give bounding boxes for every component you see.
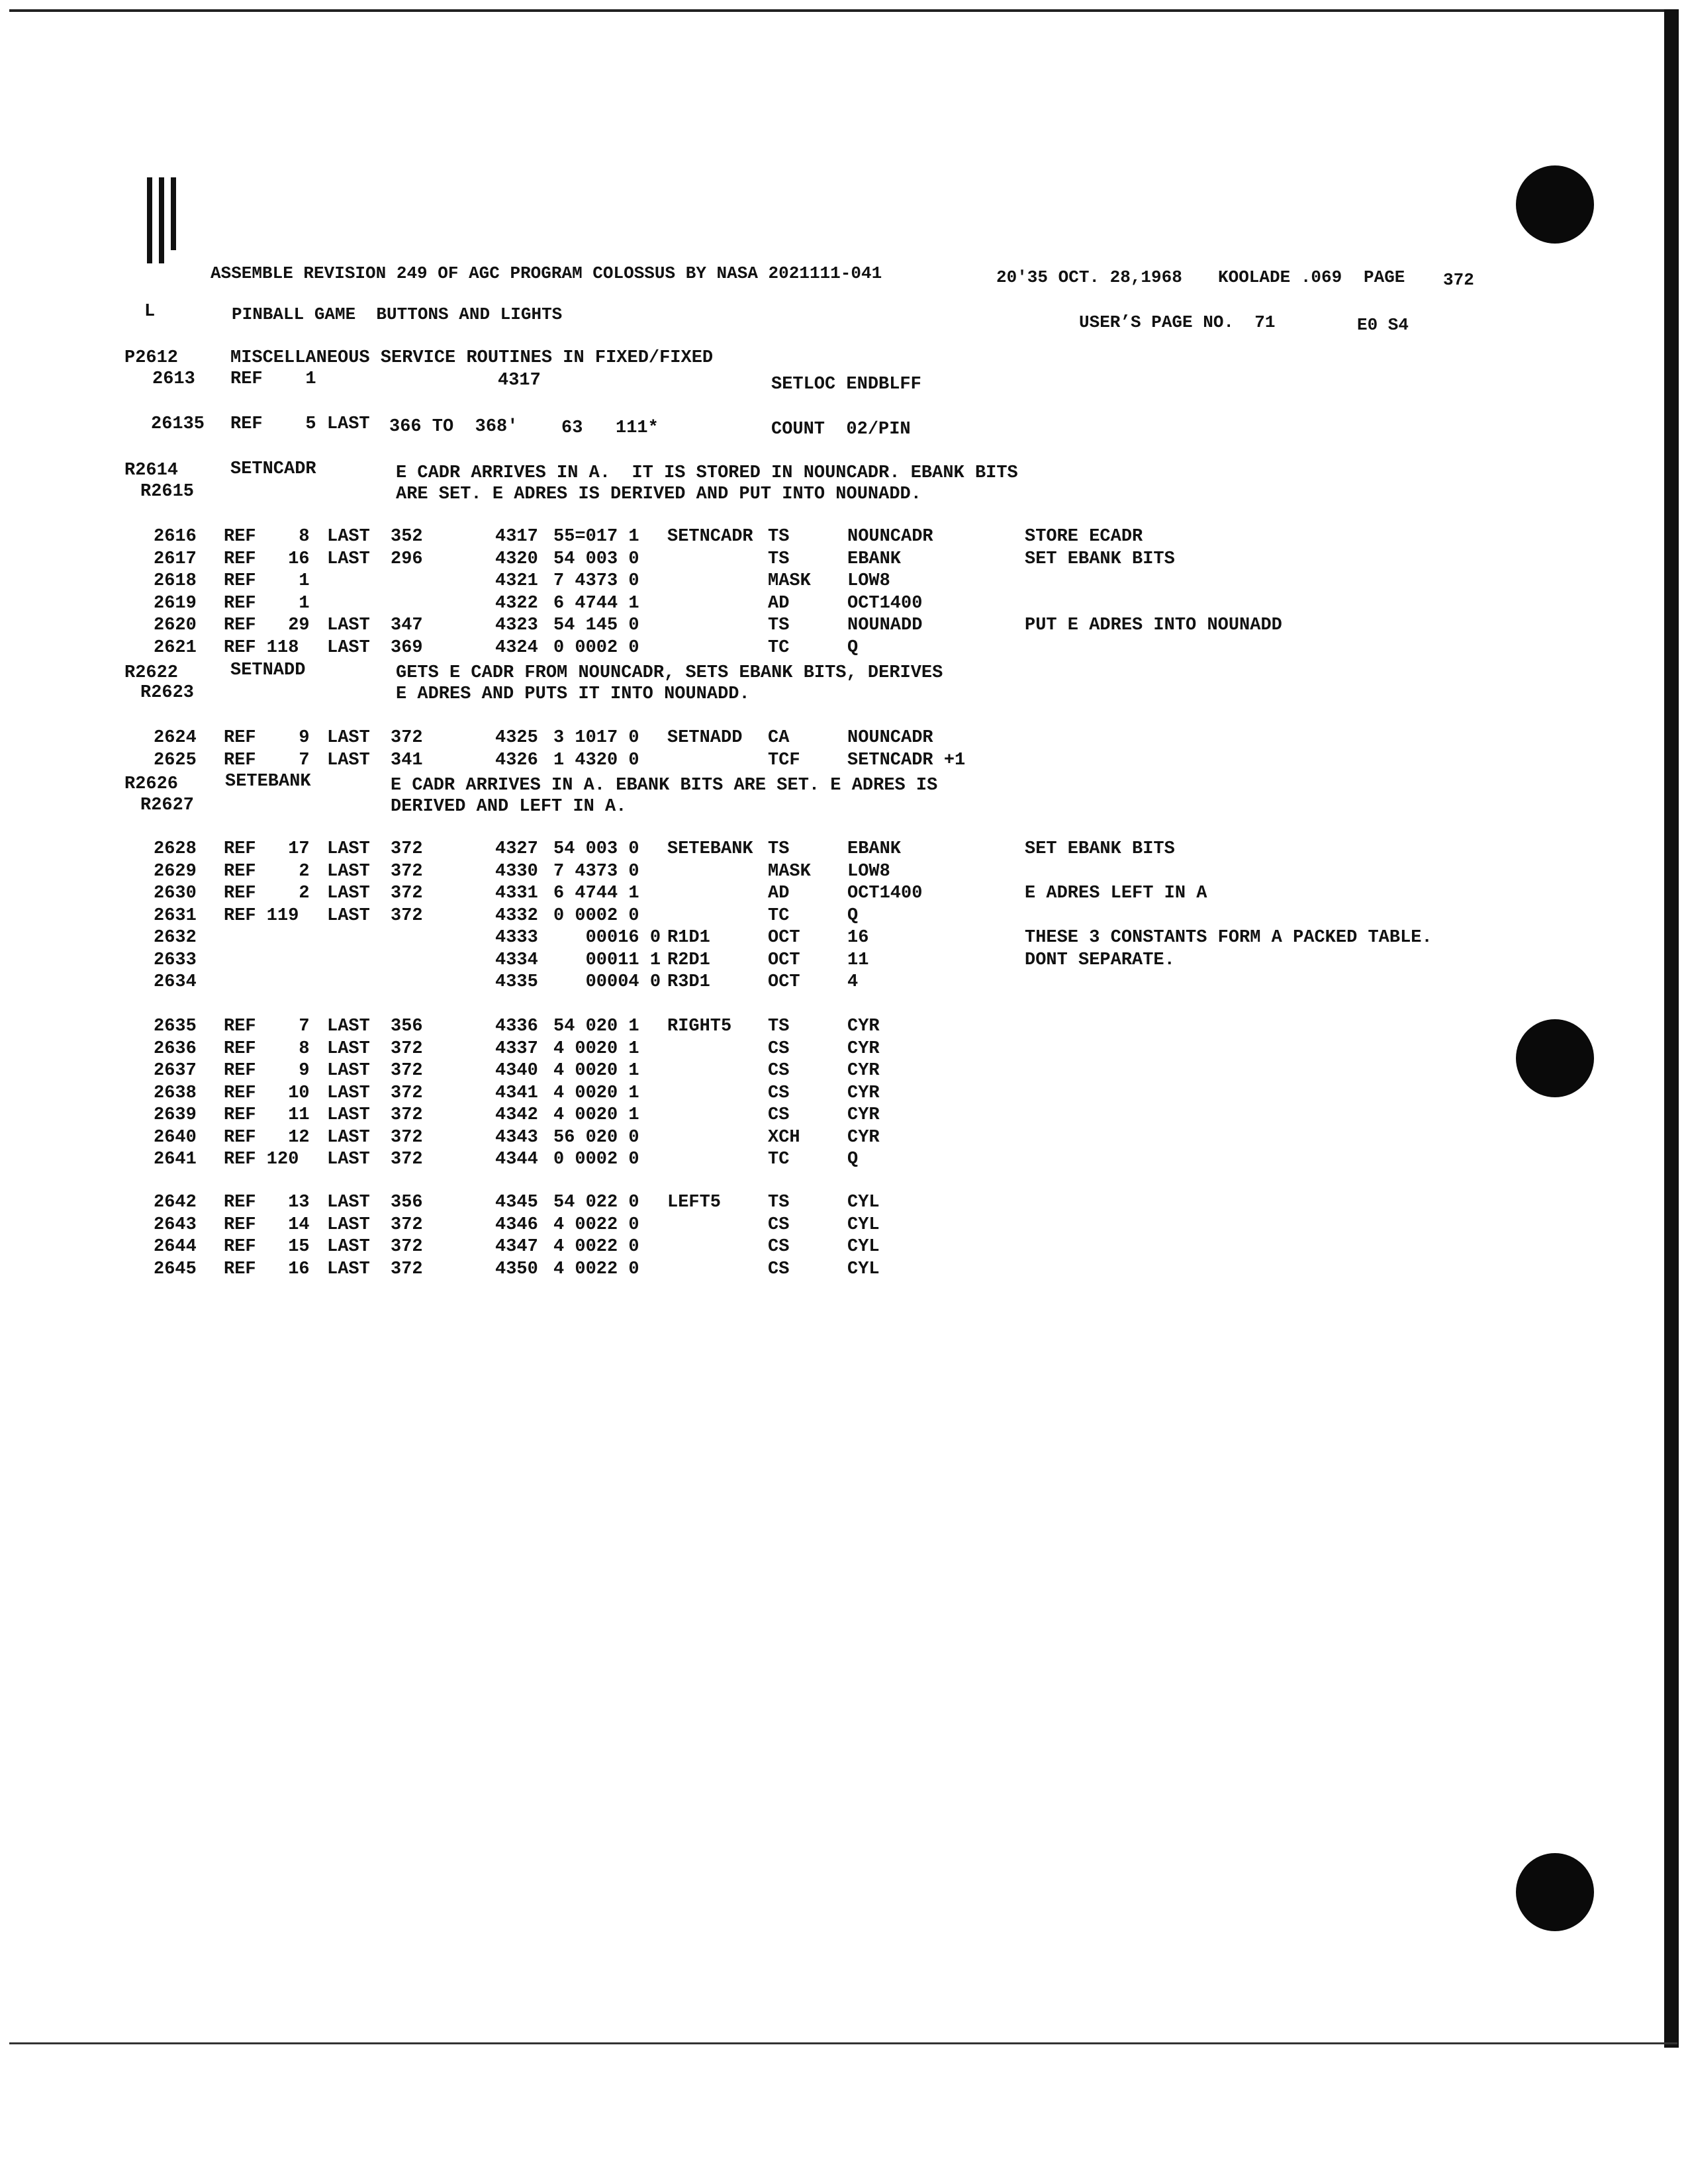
octal-code: 3 1017 0 [553,728,639,748]
octal-code: 54 003 0 [553,549,639,569]
page-ref: 296 [391,549,423,569]
setloc-directive: SETLOC ENDBLFF [771,375,921,394]
octal-code: 4 0022 0 [553,1259,639,1279]
line-number: 2617 [154,549,197,569]
address-field: 4341 [495,1083,538,1103]
operand: OCT1400 [847,884,923,903]
opcode: OCT [768,972,800,992]
ref-field: REF 17 [224,839,310,859]
operand: NOUNCADR [847,527,933,547]
page-ref: 352 [391,527,423,547]
ref-field: REF 7 [224,751,310,770]
instruction-label: SETNADD [667,728,743,748]
page-ref: 372 [391,1061,423,1081]
address-field: 4346 [495,1215,538,1235]
opcode: CS [768,1039,790,1059]
ref-field: REF 1 [224,594,310,614]
ref-field: REF 5 LAST [230,414,370,434]
punch-hole-middle [1516,1019,1594,1097]
opcode: MASK [768,571,811,591]
opcode: CS [768,1215,790,1235]
line-number: 2625 [154,751,197,770]
count-b: 111* [616,418,659,438]
address-field: 4317 [495,527,538,547]
page-right-edge [1664,9,1679,2048]
address-field: 4327 [495,839,538,859]
octal-code: 4 0020 1 [553,1105,639,1125]
page-ref: 341 [391,751,423,770]
last-field: LAST [327,1128,370,1148]
comment-text: THESE 3 CONSTANTS FORM A PACKED TABLE. [1025,928,1432,948]
address-field: 4340 [495,1061,538,1081]
octal-code: 0 0002 0 [553,906,639,926]
opcode: CS [768,1105,790,1125]
operand: EBANK [847,549,902,569]
line-number: 2642 [154,1193,197,1212]
punch-hole-bottom [1516,1853,1594,1931]
operand: 11 [847,950,869,970]
line-number: P2612 [124,348,179,368]
line-number: 2641 [154,1150,197,1169]
ref-field: REF 29 [224,615,310,635]
assembler-version: KOOLADE .069 [1218,267,1342,287]
octal-code: 4 0022 0 [553,1237,639,1257]
octal-code: 6 4744 1 [553,884,639,903]
opcode: TC [768,638,790,658]
page-ref: 347 [391,615,423,635]
ref-field: REF 8 [224,1039,310,1059]
address-field: 4337 [495,1039,538,1059]
ref-field: REF 16 [224,549,310,569]
line-number: 2621 [154,638,197,658]
last-field: LAST [327,1083,370,1103]
last-field: LAST [327,615,370,635]
line-number: 2635 [154,1017,197,1036]
operand: NOUNADD [847,615,923,635]
operand: OCT1400 [847,594,923,614]
ref-field: REF 16 [224,1259,310,1279]
instruction-label: LEFT5 [667,1193,722,1212]
line-number: 2631 [154,906,197,926]
comment-text: DONT SEPARATE. [1025,950,1175,970]
page-ref: 369 [391,638,423,658]
operand: NOUNCADR [847,728,933,748]
operand: Q [847,638,859,658]
last-field: LAST [327,1215,370,1235]
octal-code: 4 0022 0 [553,1215,639,1235]
last-field: LAST [327,527,370,547]
last-field: LAST [327,728,370,748]
address-field: 4343 [495,1128,538,1148]
octal-code: 00011 1 [553,950,661,970]
address-field: 4320 [495,549,538,569]
address-field: 4333 [495,928,538,948]
line-number: 2636 [154,1039,197,1059]
octal-code: 00016 0 [553,928,661,948]
address-field: 4347 [495,1237,538,1257]
address-field: 4331 [495,884,538,903]
ref-field: REF 2 [224,862,310,882]
opcode: TC [768,906,790,926]
octal-code: 56 020 0 [553,1128,639,1148]
last-field: LAST [327,638,370,658]
last-field: LAST [327,751,370,770]
last-field: LAST [327,1150,370,1169]
line-number: 26135 [151,414,205,434]
page-ref: 356 [391,1193,423,1212]
ref-field: REF 10 [224,1083,310,1103]
line-number: 2619 [154,594,197,614]
date-line: 20'35 OCT. 28,1968 [996,267,1182,287]
operand: SETNCADR +1 [847,751,966,770]
page-ref: 372 [391,1150,423,1169]
page-ref: 356 [391,1017,423,1036]
ref-field: REF 9 [224,1061,310,1081]
address-field: 4321 [495,571,538,591]
routine-label: SETNADD [230,660,306,680]
section-code: E0 S4 [1357,315,1409,335]
comment-text: E CADR ARRIVES IN A. EBANK BITS ARE SET. E ADRES IS [391,776,938,796]
last-field: LAST [327,1017,370,1036]
operand: CYL [847,1215,880,1235]
address-field: 4323 [495,615,538,635]
operand: CYR [847,1017,880,1036]
last-field: LAST [327,1061,370,1081]
page-ref: 372 [391,1105,423,1125]
revision-line: ASSEMBLE REVISION 249 OF AGC PROGRAM COLOSSUS BY NASA 2021111-041 [211,263,882,283]
ref-field: REF 7 [224,1017,310,1036]
count-a: 63 [561,418,583,438]
octal-code: 4 0020 1 [553,1039,639,1059]
opcode: XCH [768,1128,800,1148]
page-ref: 372 [391,1039,423,1059]
line-number: 2628 [154,839,197,859]
line-number: R2615 [140,482,195,502]
octal-code: 7 4373 0 [553,571,639,591]
operand: CYR [847,1083,880,1103]
opcode: CS [768,1083,790,1103]
octal-code: 54 003 0 [553,839,639,859]
line-number: 2629 [154,862,197,882]
line-number: 2613 [152,369,195,389]
address-field: 4330 [495,862,538,882]
comment-text: STORE ECADR [1025,527,1143,547]
address-field: 4336 [495,1017,538,1036]
octal-code: 54 145 0 [553,615,639,635]
opcode: TCF [768,751,800,770]
opcode: CA [768,728,790,748]
comment-text: E ADRES LEFT IN A [1025,884,1207,903]
comment-text: DERIVED AND LEFT IN A. [391,797,627,817]
opcode: AD [768,594,790,614]
address-field: 4350 [495,1259,538,1279]
line-number: 2637 [154,1061,197,1081]
page-bottom-edge [9,2042,1677,2044]
address-field: 4325 [495,728,538,748]
opcode: TS [768,839,790,859]
octal-code: 55=017 1 [553,527,639,547]
ref-field: REF 2 [224,884,310,903]
line-number: 2634 [154,972,197,992]
punch-hole-top [1516,165,1594,244]
opcode: TS [768,1017,790,1036]
address-field: 4344 [495,1150,538,1169]
line-number: 2644 [154,1237,197,1257]
operand: CYR [847,1039,880,1059]
ref-field: REF 1 [224,571,310,591]
last-field: LAST [327,839,370,859]
line-number: 2643 [154,1215,197,1235]
instruction-label: SETEBANK [667,839,753,859]
line-number: 2624 [154,728,197,748]
operand: CYR [847,1105,880,1125]
operand: 16 [847,928,869,948]
last-field: LAST [327,549,370,569]
line-number: 2645 [154,1259,197,1279]
last-field: LAST [327,1193,370,1212]
octal-code: 4 0020 1 [553,1083,639,1103]
line-number: 2640 [154,1128,197,1148]
line-number: R2614 [124,461,179,480]
last-field: LAST [327,1039,370,1059]
comment-text: SET EBANK BITS [1025,839,1175,859]
address-field: 4345 [495,1193,538,1212]
opcode: CS [768,1259,790,1279]
operand: CYR [847,1128,880,1148]
octal-code: 54 020 1 [553,1017,639,1036]
users-page-number: USER’S PAGE NO. 71 [1079,312,1276,332]
line-number: 2618 [154,571,197,591]
instruction-label: R1D1 [667,928,710,948]
line-number: R2623 [140,683,195,703]
routine-label: SETEBANK [225,772,311,792]
operand: CYL [847,1259,880,1279]
page-top-edge [9,9,1677,12]
line-number: R2622 [124,663,179,683]
address-field: 4324 [495,638,538,658]
operand: Q [847,906,859,926]
comment-text: ARE SET. E ADRES IS DERIVED AND PUT INTO NOUNADD. [396,484,921,504]
ref-field: REF 14 [224,1215,310,1235]
comment-text: E ADRES AND PUTS IT INTO NOUNADD. [396,684,750,704]
opcode: OCT [768,928,800,948]
comment-text: SET EBANK BITS [1025,549,1175,569]
line-number: 2632 [154,928,197,948]
address-field: 4334 [495,950,538,970]
operand: LOW8 [847,862,890,882]
operand: EBANK [847,839,902,859]
last-field: LAST [327,906,370,926]
page-ref: 372 [391,1259,423,1279]
line-number: 2616 [154,527,197,547]
opcode: TS [768,1193,790,1212]
line-number: 2638 [154,1083,197,1103]
octal-code: 1 4320 0 [553,751,639,770]
page-ref: 372 [391,862,423,882]
ref-field: REF 120 [224,1150,299,1169]
operand: LOW8 [847,571,890,591]
line-number: 2639 [154,1105,197,1125]
last-field: LAST [327,1237,370,1257]
page-ref: 372 [391,728,423,748]
operand: 4 [847,972,859,992]
octal-code: 00004 0 [553,972,661,992]
address-field: 4332 [495,906,538,926]
line-number: 2630 [154,884,197,903]
address-field: 4322 [495,594,538,614]
page-ref: 372 [391,1215,423,1235]
last-field: LAST [327,862,370,882]
page-ref: 372 [391,1237,423,1257]
ref-field: REF 9 [224,728,310,748]
page-number: 372 [1443,270,1474,290]
routine-label: SETNCADR [230,459,316,479]
line-number: 2633 [154,950,197,970]
comment-text: PUT E ADRES INTO NOUNADD [1025,615,1282,635]
octal-code: 6 4744 1 [553,594,639,614]
comment-text: GETS E CADR FROM NOUNCADR, SETS EBANK BITS, DERIVES [396,663,943,683]
ref-field: REF 11 [224,1105,310,1125]
instruction-label: RIGHT5 [667,1017,732,1036]
opcode: TC [768,1150,790,1169]
page-label: PAGE [1364,267,1405,287]
line-number: 2620 [154,615,197,635]
page-ref: 372 [391,884,423,903]
ref-field: REF 1 [230,369,316,389]
last-field: LAST [327,1259,370,1279]
operand: Q [847,1150,859,1169]
ref-field: REF 15 [224,1237,310,1257]
operand: CYR [847,1061,880,1081]
line-text: MISCELLANEOUS SERVICE ROUTINES IN FIXED/FIXED [230,348,714,368]
range-field: 366 TO 368' [389,417,518,437]
line-number: R2626 [124,774,179,794]
opcode: MASK [768,862,811,882]
octal-code: 4 0020 1 [553,1061,639,1081]
opcode: CS [768,1237,790,1257]
count-directive: COUNT 02/PIN [771,420,911,439]
page-ref: 372 [391,1083,423,1103]
address-field: 4342 [495,1105,538,1125]
section-title: PINBALL GAME BUTTONS AND LIGHTS [232,304,563,324]
instruction-label: R3D1 [667,972,710,992]
last-field: LAST [327,884,370,903]
ref-field: REF 8 [224,527,310,547]
instruction-label: R2D1 [667,950,710,970]
binder-mark-icon [144,177,191,270]
opcode: CS [768,1061,790,1081]
octal-code: 54 022 0 [553,1193,639,1212]
instruction-label: SETNCADR [667,527,753,547]
opcode: TS [768,527,790,547]
ref-field: REF 118 [224,638,299,658]
page-ref: 372 [391,839,423,859]
ref-field: REF 13 [224,1193,310,1212]
comment-text: E CADR ARRIVES IN A. IT IS STORED IN NOUNCADR. EBANK BITS [396,463,1018,483]
opcode: OCT [768,950,800,970]
ref-field: REF 119 [224,906,299,926]
address-field: 4335 [495,972,538,992]
section-mark: L [144,302,156,322]
page-ref: 372 [391,906,423,926]
operand: CYL [847,1237,880,1257]
address-field: 4317 [498,371,541,390]
page-ref: 372 [391,1128,423,1148]
octal-code: 0 0002 0 [553,1150,639,1169]
ref-field: REF 12 [224,1128,310,1148]
operand: CYL [847,1193,880,1212]
opcode: AD [768,884,790,903]
line-number: R2627 [140,796,195,815]
octal-code: 7 4373 0 [553,862,639,882]
opcode: TS [768,615,790,635]
octal-code: 0 0002 0 [553,638,639,658]
address-field: 4326 [495,751,538,770]
opcode: TS [768,549,790,569]
last-field: LAST [327,1105,370,1125]
